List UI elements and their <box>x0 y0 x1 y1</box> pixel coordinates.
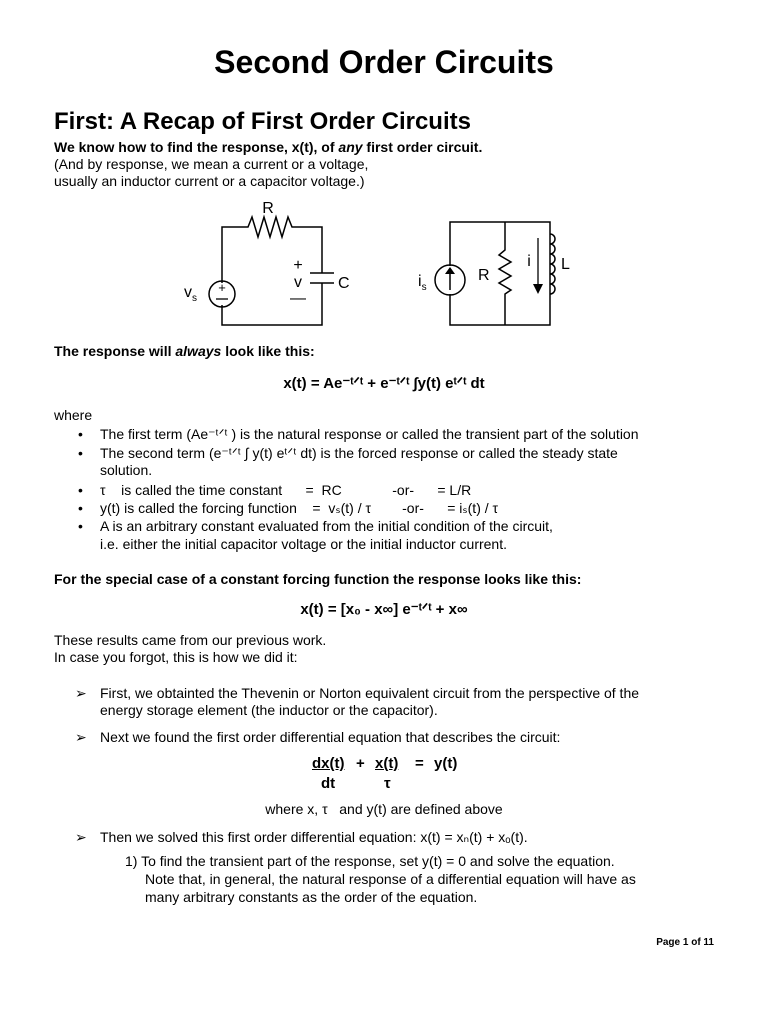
bullet-marker: • <box>78 500 83 516</box>
resistor-label: R <box>478 267 490 284</box>
source-voltage-subscript: s <box>192 293 197 304</box>
step-item <box>75 829 528 846</box>
rl-circuit-wire <box>450 222 550 325</box>
bullet-text: The second term (e⁻ᵗᐟᵗ ∫ y(t) eᵗᐟᵗ dt) is the forced response or called the steady state <box>100 445 618 461</box>
bullet-marker: • <box>78 482 83 498</box>
arrow-bullet-icon: ➢ <box>75 829 87 845</box>
bullet-item <box>78 445 618 462</box>
intro-bold-post: first order circuit. <box>362 139 483 155</box>
source-voltage-label <box>184 284 197 304</box>
results-line-2: In case you forgot, this is how we did it: <box>54 649 298 665</box>
results-line-1: These results came from our previous work. <box>54 632 327 648</box>
rl-circuit-diagram <box>400 210 600 335</box>
bullet-item <box>78 426 639 443</box>
inductor-current-label: i <box>527 253 531 270</box>
diffeq-denominator-2: τ <box>384 775 391 792</box>
special-case-heading: For the special case of a constant forcing function the response looks like this: <box>54 571 582 587</box>
diffeq-denominator-1: dt <box>321 775 336 792</box>
bullet-item <box>78 482 472 499</box>
bullet-text: A is an arbitrary constant evaluated from the initial condition of the circuit, <box>100 518 553 534</box>
bullet-marker: • <box>78 426 83 442</box>
step-text: Next we found the first order differential equation that describes the circuit: <box>100 729 561 745</box>
general-response-equation: x(t) = Ae⁻ᵗᐟᵗ + e⁻ᵗᐟᵗ ∫y(t) eᵗᐟᵗ dt <box>283 375 485 392</box>
diffeq-numerator-2: x(t) <box>375 755 399 772</box>
intro-line-3: usually an inductor current or a capacitor voltage.) <box>54 173 365 189</box>
step-item <box>75 729 561 746</box>
rc-circuit-wire-top <box>222 217 322 283</box>
source-current-subscript: s <box>421 282 427 293</box>
intro-bold-em: any <box>338 139 363 155</box>
bullet-marker: • <box>78 518 83 534</box>
step-item <box>75 685 640 702</box>
rc-circuit-diagram <box>170 195 370 335</box>
source-voltage-symbol: v <box>184 284 192 301</box>
capacitor-label: C <box>338 275 350 292</box>
bullet-text: y(t) is called the forcing function = vₛ(t) / τ -or- = iₛ(t) / τ <box>100 500 499 516</box>
capacitor-minus: — <box>290 290 306 307</box>
where-defined-line: where x, τ and y(t) are defined above <box>265 801 503 817</box>
page-title: Second Order Circuits <box>214 44 554 80</box>
bullet-continuation: solution. <box>100 462 153 478</box>
resistor-label: R <box>262 200 274 217</box>
diffeq-numerator-1: dx(t) <box>312 755 345 772</box>
resistor-icon <box>499 222 511 325</box>
inductor-current-arrow-head <box>533 284 543 294</box>
page-number-footer: Page 1 of 11 <box>656 937 714 948</box>
bullet-marker: • <box>78 445 83 461</box>
diffeq-rhs: y(t) <box>434 755 458 772</box>
step-text: First, we obtainted the Thevenin or Norton equivalent circuit from the perspective of the <box>100 685 640 701</box>
response-heading-post: look like this: <box>221 343 315 359</box>
where-label: where <box>54 407 93 423</box>
intro-line-2: (And by response, we mean a current or a voltage, <box>54 156 369 172</box>
source-current-symbol: i <box>418 273 422 290</box>
response-heading <box>54 343 315 360</box>
response-heading-pre: The response will <box>54 343 176 359</box>
bullet-continuation: i.e. either the initial capacitor voltage or the initial inductor current. <box>100 536 507 552</box>
numbered-item: 1) To find the transient part of the response, set y(t) = 0 and solve the equation. <box>125 853 615 869</box>
section-heading: First: A Recap of First Order Circuits <box>54 108 471 135</box>
response-heading-em: always <box>175 343 222 359</box>
bullet-text: The first term (Ae⁻ᵗᐟᵗ ) is the natural response or called the transient part of the solution <box>100 426 639 442</box>
voltage-source-plus: + <box>218 280 226 295</box>
intro-line-1 <box>54 139 482 156</box>
capacitor-voltage-label: v <box>294 274 302 291</box>
arrow-bullet-icon: ➢ <box>75 729 87 745</box>
inductor-label: L <box>561 256 570 273</box>
diffeq-equals: = <box>415 755 424 772</box>
diffeq-plus: + <box>356 755 365 772</box>
intro-bold-pre: We know how to find the response, x(t), of <box>54 139 339 155</box>
numbered-continuation: many arbitrary constants as the order of the equation. <box>145 889 478 905</box>
step-text: Then we solved this first order differential equation: x(t) = xₙ(t) + xₒ(t). <box>100 829 528 845</box>
current-source-arrow-head <box>445 267 455 274</box>
bullet-item <box>78 518 553 535</box>
arrow-bullet-icon: ➢ <box>75 685 87 701</box>
step-continuation: energy storage element (the inductor or the capacitor). <box>100 702 438 718</box>
bullet-text: τ is called the time constant = RC -or- = L/R <box>100 482 472 498</box>
numbered-continuation: Note that, in general, the natural response of a differential equation will have as <box>145 871 636 887</box>
constant-forcing-equation: x(t) = [x₀ - x∞] e⁻ᵗᐟᵗ + x∞ <box>300 601 468 618</box>
bullet-item <box>78 500 499 517</box>
source-current-label <box>418 273 427 293</box>
capacitor-plus: + <box>293 257 303 274</box>
rc-circuit-wire-bottom <box>222 283 322 325</box>
